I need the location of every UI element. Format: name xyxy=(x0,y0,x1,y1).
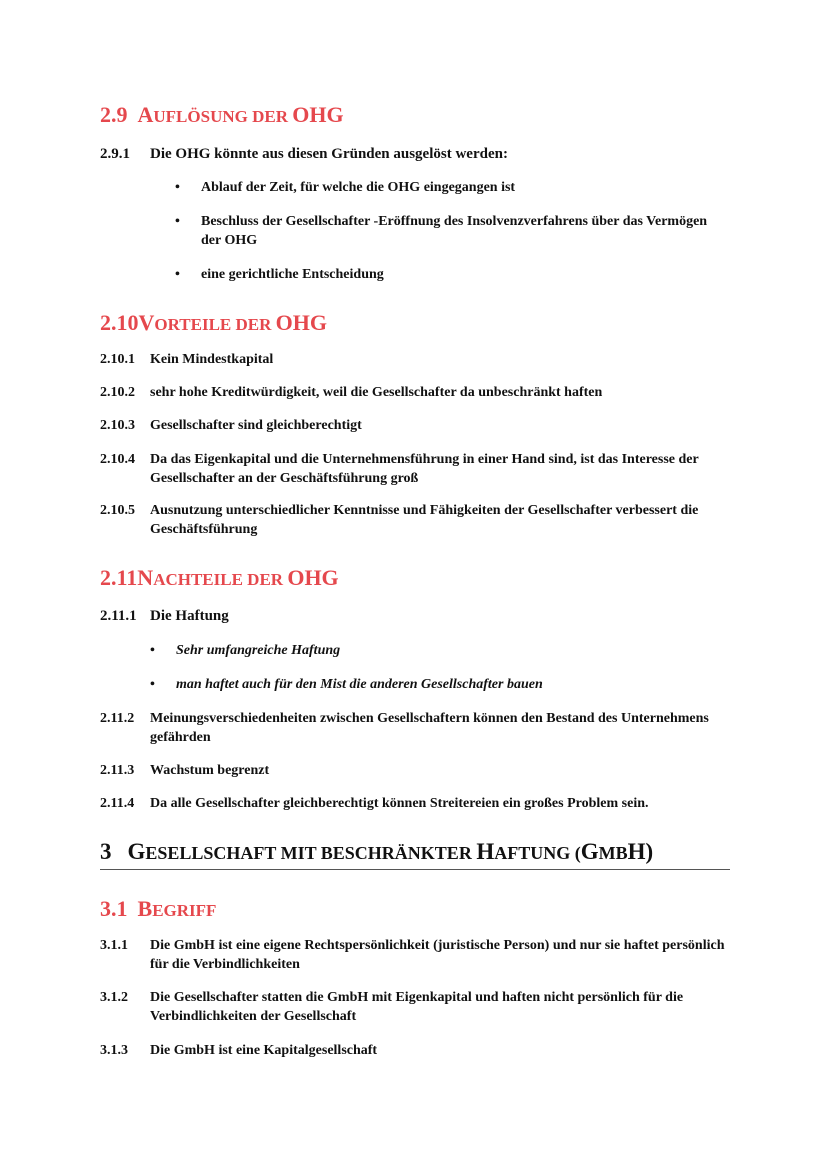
list-item: 2.11.3 Wachstum begrenzt xyxy=(100,763,270,778)
list-item: 2.10.2 sehr hohe Kreditwürdigkeit, weil die Gesellschafter da unbeschränkt haften xyxy=(100,385,603,400)
list-item: 3.1.2 Die Gesellschafter statten die GmbH mit Eigenkapital und haften nicht persönlich für die Verbindlichkeiten der Gesellschaft xyxy=(100,990,684,1024)
list-item: • Ablauf der Zeit, für welche die OHG eingegangen ist xyxy=(175,180,516,195)
list-item: 2.10.1 Kein Mindestkapital xyxy=(100,352,274,367)
heading-3: 3 GESELLSCHAFT MIT BESCHRÄNKTER HAFTUNG (GMBH) xyxy=(100,839,654,864)
list-item: 2.11.4 Da alle Gesellschafter gleichberechtigt können Streitereien ein großes Problem sein. xyxy=(100,796,649,811)
list-item: • man haftet auch für den Mist die anderen Gesellschafter bauen xyxy=(150,677,543,692)
heading-number: 2.9 xyxy=(100,102,128,127)
bullet-icon: • xyxy=(175,180,180,195)
list-item: 2.10.3 Gesellschafter sind gleichberechtigt xyxy=(100,418,362,433)
list-item: 2.10.5 Ausnutzung unterschiedlicher Kenntnisse und Fähigkeiten der Gesellschafter verbessert die Geschäftsführung xyxy=(100,503,699,537)
bullet-icon: • xyxy=(150,677,155,692)
bullet-icon: • xyxy=(175,214,180,229)
list-item: 2.10.4 Da das Eigenkapital und die Unternehmensführung in einer Hand sind, ist das Interesse der Gesellschafter an der Geschäftsführung groß xyxy=(100,452,699,486)
heading-underline xyxy=(100,869,730,870)
list-item: 2.11.2 Meinungsverschiedenheiten zwischen Gesellschaftern können den Bestand des Unternehmens gefährden xyxy=(100,711,709,745)
heading-2-10: 2.10VORTEILE DER OHG xyxy=(100,310,328,335)
heading-number: 2.10 xyxy=(100,310,139,335)
bullet-icon: • xyxy=(150,643,155,658)
subheading-2-11-1: 2.11.1 Die Haftung xyxy=(100,608,229,624)
list-item: • eine gerichtliche Entscheidung xyxy=(175,267,384,282)
list-item: • Beschluss der Gesellschafter -Eröffnung des Insolvenzverfahrens über das Vermögen der OHG xyxy=(175,214,708,248)
heading-number: 2.11 xyxy=(100,565,138,590)
heading-number: 3.1 xyxy=(100,896,128,921)
heading-2-9: 2.9 AUFLÖSUNG DER OHG xyxy=(100,102,344,127)
heading-number: 3 xyxy=(100,839,112,864)
list-item: • Sehr umfangreiche Haftung xyxy=(150,643,341,658)
heading-3-1: 3.1 BEGRIFF xyxy=(100,896,217,921)
subheading-2-9-1: 2.9.1 Die OHG könnte aus diesen Gründen ausgelöst werden: xyxy=(100,146,508,162)
bullet-icon: • xyxy=(175,267,180,282)
heading-2-11: 2.11NACHTEILE DER OHG xyxy=(100,565,339,590)
list-item: 3.1.3 Die GmbH ist eine Kapitalgesellschaft xyxy=(100,1043,378,1058)
list-item: 3.1.1 Die GmbH ist eine eigene Rechtspersönlichkeit (juristische Person) und nur sie haftet persönlich für die Verbindlichkeiten xyxy=(100,938,725,972)
